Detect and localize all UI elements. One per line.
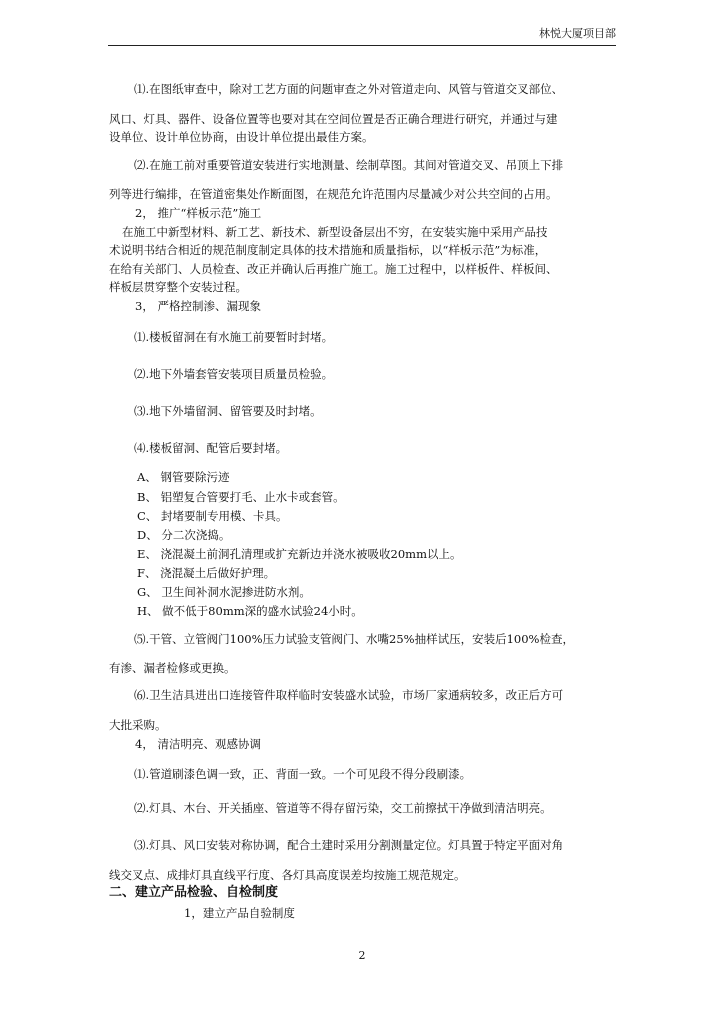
section-2-line-1: 在施工中新型材料、新工艺、新技术、新型设备层出不穷，在安装实施中采用产品技: [122, 225, 548, 239]
list-item: G、 卫生间补洞水泥掺进防水剂。: [137, 585, 311, 599]
section-3-item-6-line-2: 大批采购。: [109, 718, 167, 732]
section-4-item-1: ⑴.管道刷漆色调一致，正、背面一致。一个可见段不得分段刷漆。: [134, 767, 472, 781]
section-4-title: 4， 清洁明亮、观感协调: [135, 737, 261, 751]
para-1-line-3: 设单位、设计单位协商，由设计单位提出最佳方案。: [109, 130, 374, 144]
section-3-item-4: ⑷.楼板留洞、配管后要封堵。: [134, 441, 288, 455]
section-2-line-3: 在给有关部门、人员检查、改正并确认后再推广施工。施工过程中，以样板件、样板间、: [109, 262, 558, 276]
list-item: H、 做不低于80mm深的盛水试验24小时。: [137, 604, 363, 618]
section-2-line-4: 样板层贯穿整个安装过程。: [109, 280, 247, 294]
list-item: F、 浇混凝土后做好护理。: [137, 566, 276, 580]
section-4-item-3-line-1: ⑶.灯具、风口安装对称协调，配合土建时采用分割测量定位。灯具置于特定平面对角: [134, 838, 564, 852]
list-item: E、 浇混凝土前洞孔清理或扩充新边并浇水被吸收20mm以上。: [137, 547, 462, 561]
list-item: D、 分二次浇捣。: [137, 528, 231, 542]
section-3-title: 3， 严格控制渗、漏现象: [135, 299, 261, 313]
section-3-item-3: ⑶.地下外墙留洞、留管要及时封堵。: [134, 404, 322, 418]
para-2-line-2: 列等进行编排，在管道密集处作断面图，在规范允许范围内尽量减少对公共空间的占用。: [109, 187, 558, 201]
list-item: A、 钢管要除污迹: [137, 470, 230, 484]
para-2-line-1: ⑵.在施工前对重要管道安装进行实地测量、绘制草图。其间对管道交叉、吊顶上下排: [134, 158, 564, 172]
list-item: C、 封堵要制专用模、卡具。: [137, 509, 288, 523]
section-2-line-2: 术说明书结合相近的规范制度制定具体的技术措施和质量指标，以“样板示范”为标准，: [109, 243, 547, 257]
page-header: [108, 27, 616, 46]
section-2-title: 2， 推广“样板示范”施工: [135, 206, 262, 220]
page-number: 2: [358, 949, 366, 962]
section-3-item-1: ⑴.楼板留洞在有水施工前要暂时封堵。: [134, 330, 334, 344]
header-title: 林悦大厦项目部: [539, 27, 616, 40]
section-4-item-2: ⑵.灯具、木台、开关插座、管道等不得存留污染，交工前擦拭干净做到清洁明亮。: [134, 801, 552, 815]
subsection-title: 1，建立产品自验制度: [184, 906, 295, 920]
list-item: B、 铝塑复合管要打毛、止水卡或套管。: [137, 490, 345, 504]
section-heading: 二、建立产品检验、自检制度: [109, 885, 279, 900]
para-1-line-1: ⑴.在图纸审查中，除对工艺方面的问题审查之外对管道走向、风管与管道交叉部位、: [134, 82, 564, 96]
section-3-item-2: ⑵.地下外墙套管安装项目质量员检验。: [134, 367, 334, 381]
section-3-item-6-line-1: ⑹.卫生洁具进出口连接管件取样临时安装盛水试验，市场厂家通病较多，改正后方可: [134, 688, 564, 702]
section-3-item-5-line-1: ⑸.干管、立管阀门100%压力试验支管阀门、水嘴25%抽样试压，安装后100%检查，: [134, 632, 574, 646]
section-3-item-5-line-2: 有渗、漏者检修或更换。: [109, 661, 236, 675]
section-4-item-3-line-2: 线交叉点、成排灯具直线平行度、各灯具高度误差均按施工规范规定。: [109, 868, 466, 882]
para-1-line-2: 风口、灯具、器件、设备位置等也要对其在空间位置是否正确合理进行研究，并通过与建: [109, 112, 558, 126]
